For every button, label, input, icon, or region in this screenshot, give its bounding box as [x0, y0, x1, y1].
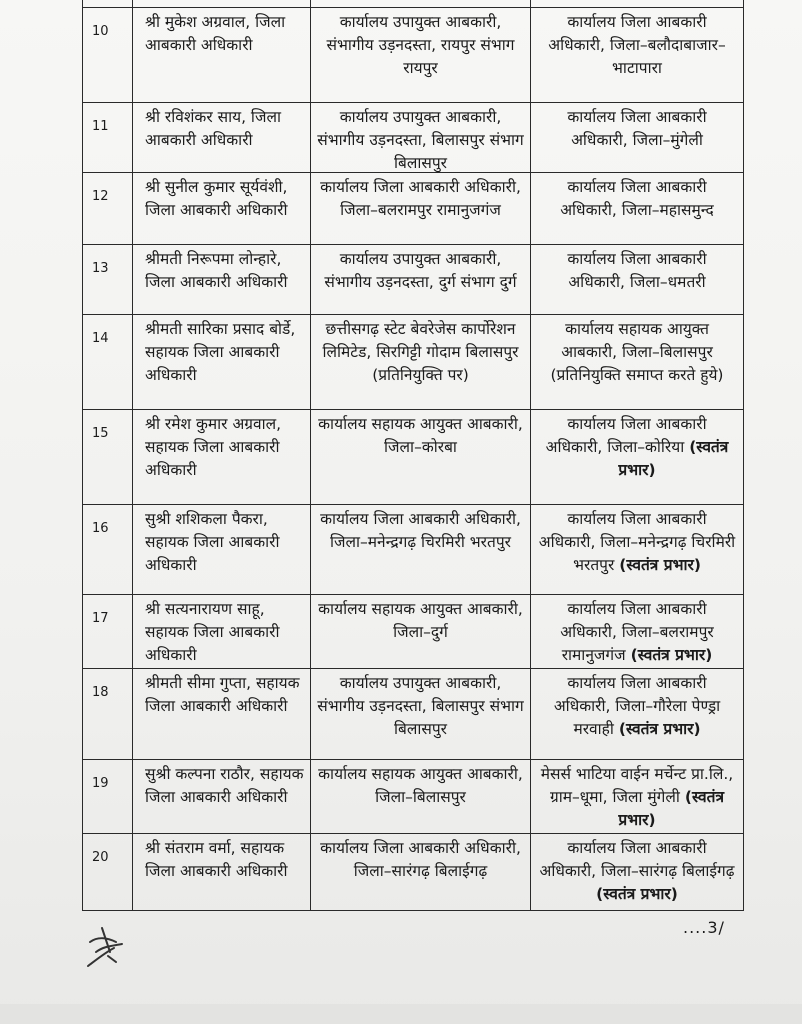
current-posting: कार्यालय सहायक आयुक्त आबकारी, जिला–बिलासपुर — [311, 760, 531, 833]
new-posting — [531, 834, 743, 910]
officer-name: श्रीमती निरूपमा लोन्हारे, जिला आबकारी अधिकारी — [133, 245, 311, 314]
new-posting-text: कार्यालय सहायक आयुक्त आबकारी, जिला–बिलासपुर (प्रतिनियुक्ति समाप्त करते हुये) — [550, 320, 724, 384]
table-row — [83, 173, 743, 245]
current-posting: कार्यालय उपायुक्त आबकारी, संभागीय उड़नदस्ता, रायपुर संभाग रायपुर — [311, 8, 531, 102]
serial-number: 11 — [83, 103, 133, 172]
new-posting-text: कार्यालय जिला आबकारी अधिकारी, जिला–कोरिया — [545, 415, 707, 456]
current-posting: कार्यालय सहायक आयुक्त आबकारी, जिला–कोरबा — [311, 410, 531, 504]
officer-name: श्री रविशंकर साय, जिला आबकारी अधिकारी — [133, 103, 311, 172]
new-posting-text: कार्यालय जिला आबकारी अधिकारी, जिला–धमतरी — [567, 250, 707, 291]
signature-mark — [82, 922, 134, 970]
new-posting — [531, 315, 743, 409]
charge-note: (स्वतंत्र प्रभार) — [618, 438, 729, 479]
current-posting: कार्यालय सहायक आयुक्त आबकारी, जिला–दुर्ग — [311, 595, 531, 668]
new-posting — [531, 103, 743, 172]
table-row — [83, 103, 743, 173]
charge-note: (स्वतंत्र प्रभार) — [596, 885, 678, 903]
transfer-table — [82, 0, 744, 911]
current-posting: कार्यालय उपायुक्त आबकारी, संभागीय उड़नदस्ता, दुर्ग संभाग दुर्ग — [311, 245, 531, 314]
current-posting: कार्यालय जिला आबकारी अधिकारी, जिला–सारंगढ़ बिलाईगढ़ — [311, 834, 531, 910]
officer-name: श्री रमेश कुमार अग्रवाल, सहायक जिला आबकारी अधिकारी — [133, 410, 311, 504]
new-posting — [531, 505, 743, 594]
new-posting — [531, 760, 743, 833]
serial-number: 13 — [83, 245, 133, 314]
table-row — [83, 410, 743, 505]
officer-name: श्री सुनील कुमार सूर्यवंशी, जिला आबकारी अधिकारी — [133, 173, 311, 244]
new-posting-text: कार्यालय जिला आबकारी अधिकारी, जिला–सारंगढ़ बिलाईगढ़ — [539, 839, 735, 880]
new-posting-text: कार्यालय जिला आबकारी अधिकारी, जिला–गौरेला पेण्ड्रा मरवाही — [553, 674, 721, 738]
charge-note: (स्वतंत्र प्रभार) — [618, 788, 724, 829]
table-row — [83, 245, 743, 315]
table-row — [83, 834, 743, 911]
new-posting — [531, 410, 743, 504]
serial-number: 12 — [83, 173, 133, 244]
officer-name: श्री मुकेश अग्रवाल, जिला आबकारी अधिकारी — [133, 8, 311, 102]
serial-number: 20 — [83, 834, 133, 910]
new-posting — [531, 8, 743, 102]
officer-name: सुश्री शशिकला पैकरा, सहायक जिला आबकारी अधिकारी — [133, 505, 311, 594]
serial-number: 17 — [83, 595, 133, 668]
serial-number: 18 — [83, 669, 133, 759]
table-row — [83, 315, 743, 410]
serial-number: 16 — [83, 505, 133, 594]
serial-number: 19 — [83, 760, 133, 833]
table-body — [83, 8, 743, 911]
serial-number: 15 — [83, 410, 133, 504]
officer-name: श्री संतराम वर्मा, सहायक जिला आबकारी अधिकारी — [133, 834, 311, 910]
charge-note: (स्वतंत्र प्रभार) — [630, 646, 713, 664]
officer-name: श्री सत्यनारायण साहू, सहायक जिला आबकारी अधिकारी — [133, 595, 311, 668]
table-row — [83, 669, 743, 760]
serial-number: 10 — [83, 8, 133, 102]
officer-name: सुश्री कल्पना राठौर, सहायक जिला आबकारी अधिकारी — [133, 760, 311, 833]
new-posting — [531, 245, 743, 314]
new-posting — [531, 669, 743, 759]
table-row — [83, 8, 743, 103]
charge-note: (स्वतंत्र प्रभार) — [618, 720, 701, 738]
new-posting-text: कार्यालय जिला आबकारी अधिकारी, जिला–बलरामपुर रामानुजगंज — [560, 600, 714, 664]
table-row — [83, 760, 743, 834]
serial-number: 14 — [83, 315, 133, 409]
new-posting-text: कार्यालय जिला आबकारी अधिकारी, जिला–बलौदाबाजार–भाटापारा — [548, 13, 726, 77]
charge-note: (स्वतंत्र प्रभार) — [619, 556, 701, 574]
current-posting: छत्तीसगढ़ स्टेट बेवरेजेस कार्पोरेशन लिमिटेड, सिरगिट्टी गोदाम बिलासपुर (प्रतिनियुक्ति पर) — [311, 315, 531, 409]
current-posting: कार्यालय उपायुक्त आबकारी, संभागीय उड़नदस्ता, बिलासपुर संभाग बिलासपुर — [311, 669, 531, 759]
bottom-edge — [0, 1004, 802, 1024]
new-posting-text: मेसर्स भाटिया वाईन मर्चेन्ट प्रा.लि., ग्राम–धूमा, जिला मुंगेली — [540, 765, 734, 806]
officer-name: श्रीमती सीमा गुप्ता, सहायक जिला आबकारी अधिकारी — [133, 669, 311, 759]
officer-name: श्रीमती सारिका प्रसाद बोर्डे, सहायक जिला आबकारी अधिकारी — [133, 315, 311, 409]
current-posting: कार्यालय जिला आबकारी अधिकारी, जिला–बलरामपुर रामानुजगंज — [311, 173, 531, 244]
table-header-strip — [83, 0, 743, 8]
new-posting — [531, 173, 743, 244]
new-posting-text: कार्यालय जिला आबकारी अधिकारी, जिला–मनेन्द्रगढ़ चिरमिरी भरतपुर — [538, 510, 736, 574]
new-posting — [531, 595, 743, 668]
new-posting-text: कार्यालय जिला आबकारी अधिकारी, जिला–महासमुन्द — [560, 178, 714, 219]
table-row — [83, 505, 743, 595]
page-continuation-marker: ....3/ — [683, 918, 725, 937]
table-row — [83, 595, 743, 669]
current-posting: कार्यालय उपायुक्त आबकारी, संभागीय उड़नदस्ता, बिलासपुर संभाग बिलासपुर — [311, 103, 531, 172]
current-posting: कार्यालय जिला आबकारी अधिकारी, जिला–मनेन्द्रगढ़ चिरमिरी भरतपुर — [311, 505, 531, 594]
new-posting-text: कार्यालय जिला आबकारी अधिकारी, जिला–मुंगेली — [567, 108, 707, 149]
